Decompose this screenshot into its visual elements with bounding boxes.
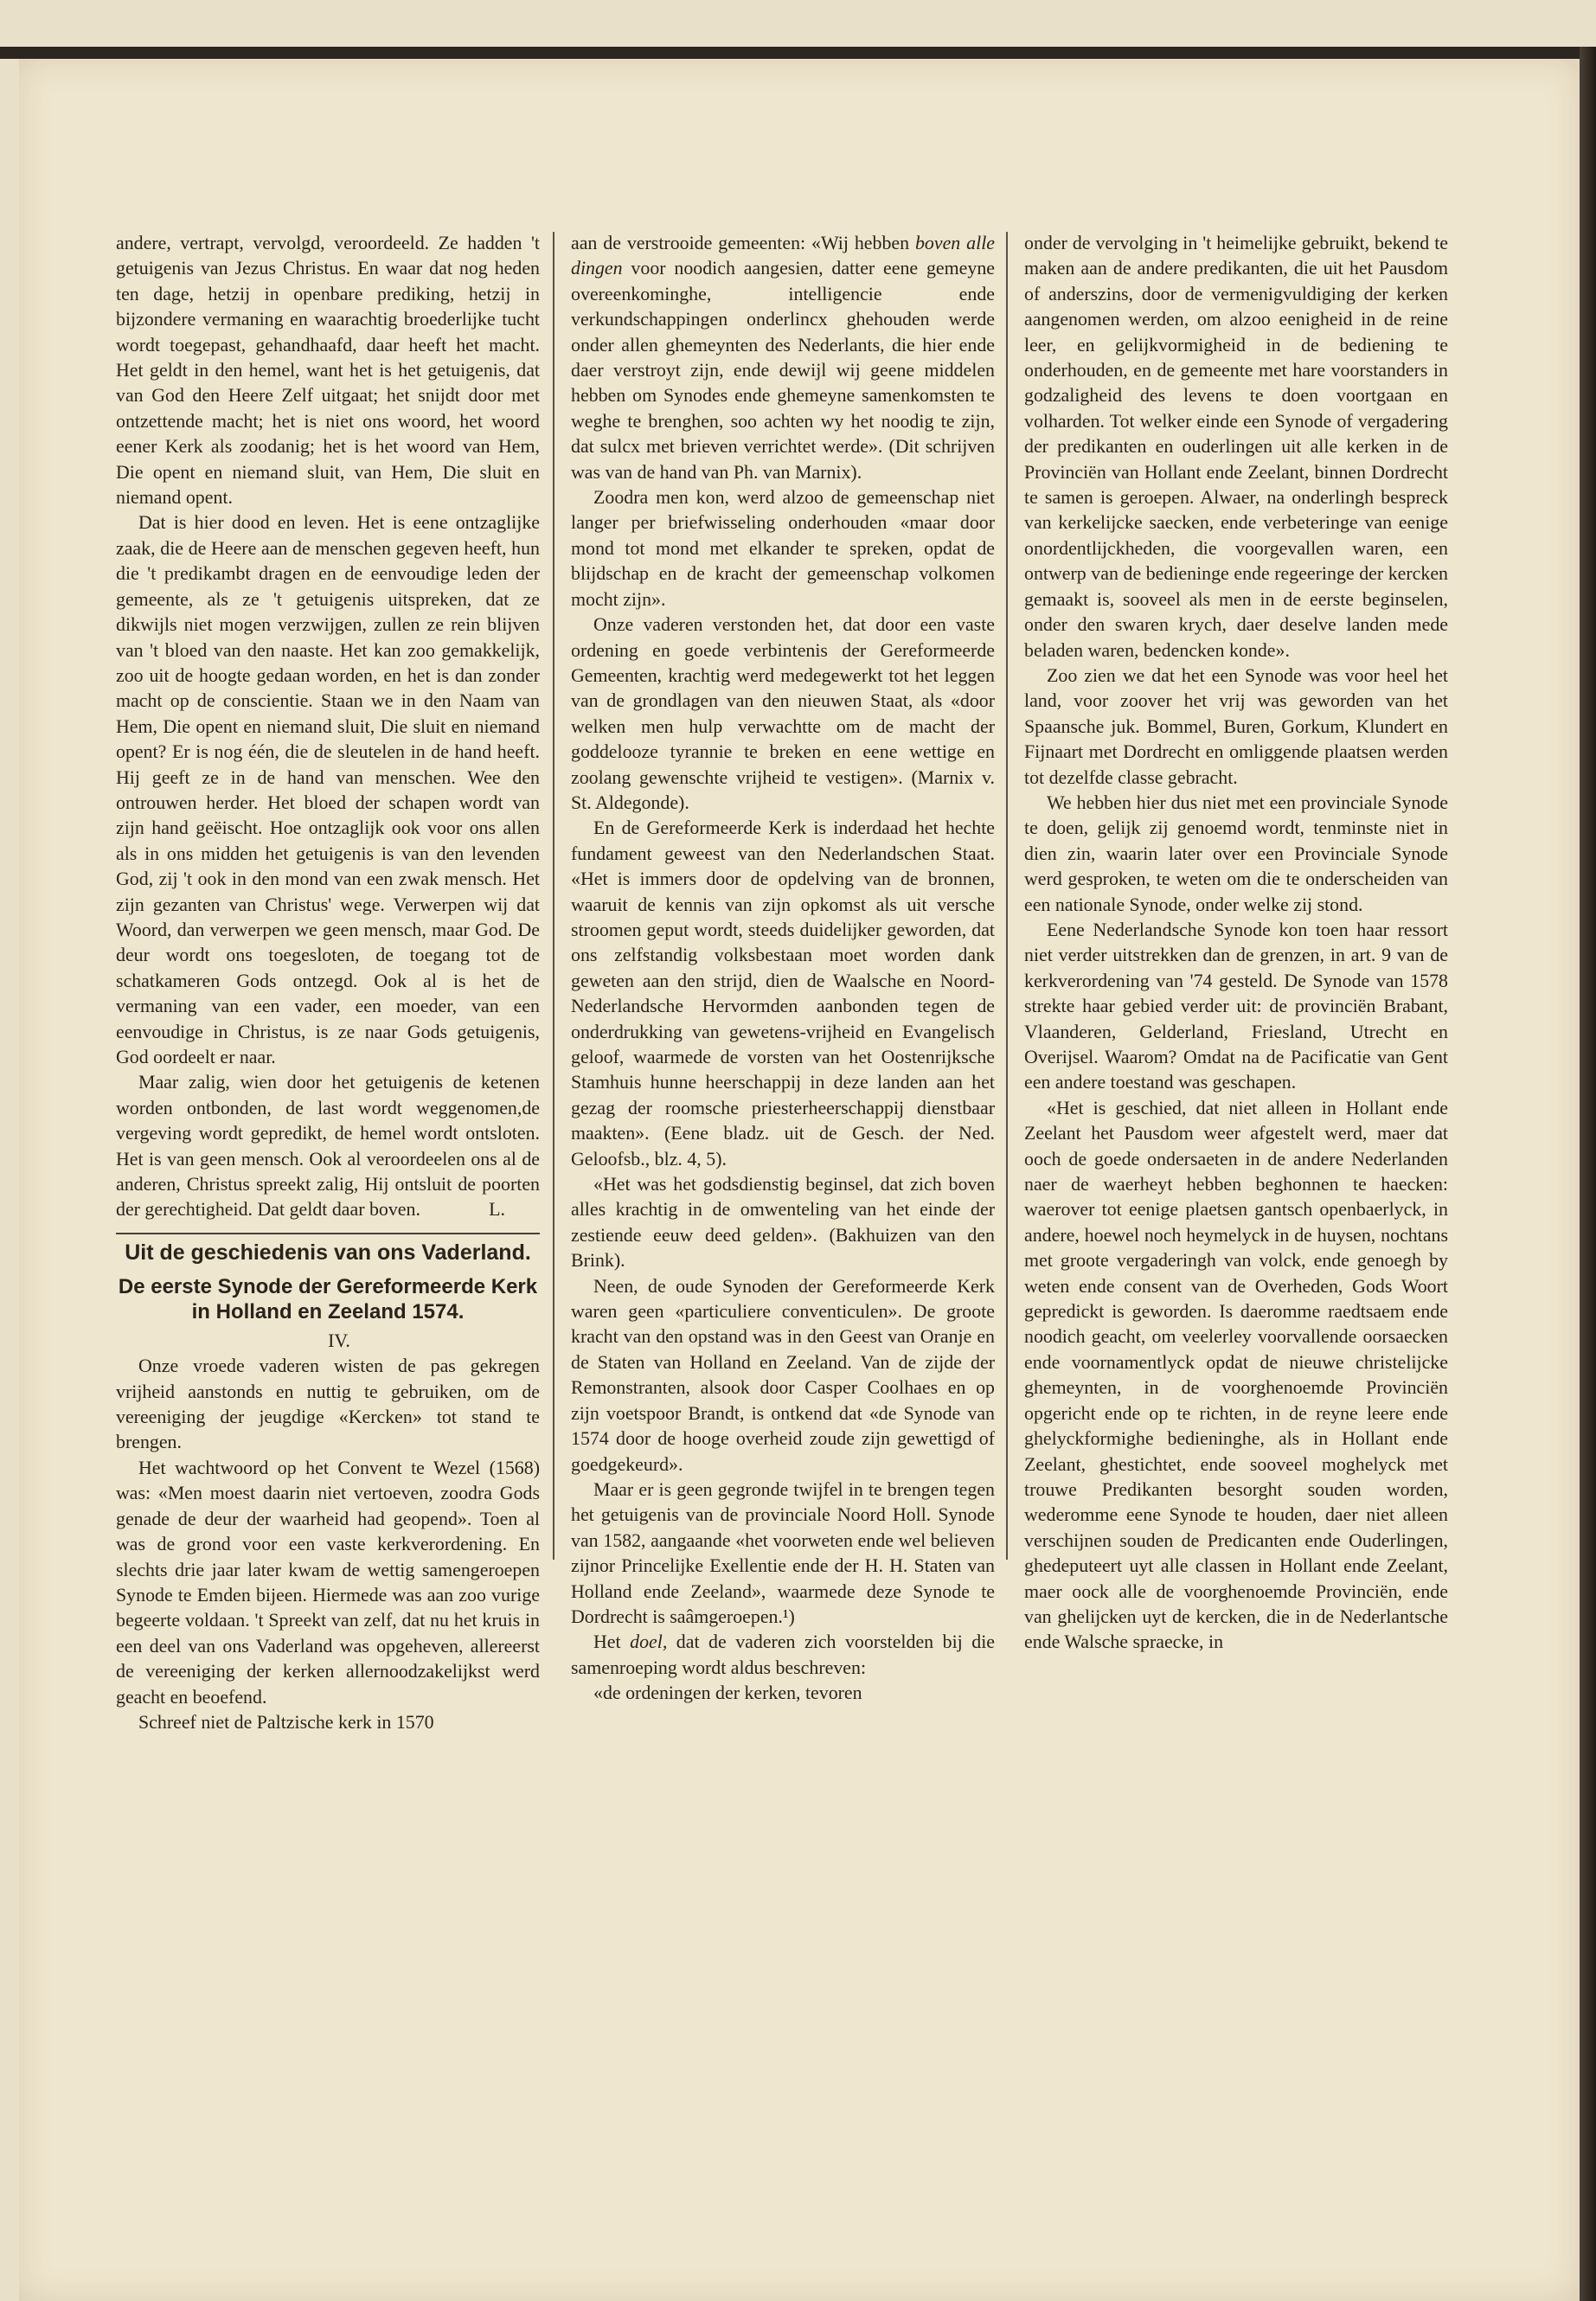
paragraph: Het wachtwoord op het Convent te Wezel (1568) was: «Men moest daarin niet vertoeven, zoodra Gods genade de deur der waarheid had geopend». Toen al was de grond voor een vaste kerkverordening. En slechts drie jaar later kwam de wettig samengeroepen Synode te Emden bijeen. Hiermede was aan zoo vurige begeerte voldaan. 't Spreekt van zelf, dat nu het kruis in een deel van ons Vaderland was opgeheven, allereerst de vereeniging der kerken allernoodzakelijkst werd geacht en beoefend. bbox=[116, 1456, 540, 1708]
text-column-2 bbox=[571, 230, 995, 1706]
paragraph: «de ordeningen der kerken, tevoren bbox=[593, 1682, 862, 1704]
paragraph: Maar zalig, wien door het getuigenis de ketenen worden ontbonden, de last wordt weggenomen,de vergeving wordt gepredikt, de hemel wordt ontsloten. Het is van geen mensch. Ook al veroordeelen ons al de anderen, Christus spreekt zalig, Hij ontsluit de poorten der gerechtigheid. Dat geldt daar boven. bbox=[116, 1071, 540, 1221]
section-divider bbox=[116, 1233, 540, 1234]
paragraph: We hebben hier dus niet met een provinciale Synode te doen, gelijk zij genoemd wordt, tenminste niet in dien zin, waarin later over een Provinciale Synode werd gesproken, te weten om die te onderscheiden van een nationale Synode, onder welke zij stond. bbox=[1024, 791, 1448, 915]
paragraph: Onze vaderen verstonden het, dat door een vaste ordening en goede verbintenis der Gereformeerde Gemeenten, krachtig werd medegewerkt tot het leggen van de grondlagen van den nieuwen Staat, als «door welken men hulp verwachtte om de macht der goddelooze tyrannie te breken en eene wettige en zoolang gewenschte vrijheid te vestigen». (Marnix v. St. Aldegonde). bbox=[571, 613, 995, 813]
paragraph: Zoodra men kon, werd alzoo de gemeenschap niet langer per briefwisseling onderhouden «maar door mond tot mond met elkander te spreken, opdat de blijdschap en de kracht der gemeenschap volkomen mocht zijn». bbox=[571, 486, 995, 610]
paragraph: aan de verstrooide gemeenten: «Wij hebben boven alle dingen voor noodich aangesien, datter eene gemeyne overeenkominghe, intelligencie ende verkundschappingen onderlincx ghehouden werde onder allen ghemeynten des Nederlants, die hier ende daer verstroyt zijn, ende dewijl wij geene middelen hebben om Synodes ende ghemeyne samenkomsten te weghe te brenghen, soo achten wy het noodig te zijn, dat sulcx met brieven verrichtet werde». (Dit schrijven was van de hand van Ph. van Marnix). bbox=[571, 232, 995, 483]
paragraph: «Het is geschied, dat niet alleen in Hollant ende Zeelant het Pausdom weer afgestelt werd, maer dat ooch de goede ondersaeten in de andere Nederlanden naer de waerheyt hebben beghonnen te haecken: waerover tot eenige plaetsen gantsch openbaerlyck, in andere, hoewel noch heymelyck in de huysen, nochtans met groote vergaderingh van volck, ende genoegh by weten ende consent van de Overheden, Gods Woort gepredickt is geworden. Is daeromme raedtsaem ende noodich geacht, om veelerley voorvallende oorsaecken ende voornamentlyck opdat de nieuwe christelijcke ghemeynten, in de voorghenoemde Provinciën opgericht ende op te richten, in de reyne leere ende ghelyckformighe bedieninghe, als in Hollant ende Zeelant, ghestichtet, ende sooveel moghelyck met trouwe Predikanten besorght souden worden, wederomme eene Synode te houden, daer niet alleen verschijnen souden de Predicanten ende Ouderlingen, ghedeputeert uyt alle classen in Hollant ende Zeelant, maer oock alle de voorghenoemde Provinciën, ende van ghelijcken uyt de kercken, die in de Nederlantsche ende Walsche spraecke, in bbox=[1024, 1096, 1448, 1653]
paragraph: Maar er is geen gegronde twijfel in te brengen tegen het getuigenis van de provinciale Noord Holl. Synode van 1582, aangaande «het voorweten ende wel believen zijnor Princelijke Exellentie ende der H. H. Staten van Holland ende Zeeland», waarmede deze Synode te Dordrecht is saâmgeroepen.¹) bbox=[571, 1477, 995, 1627]
paragraph: onder de vervolging in 't heimelijke gebruikt, bekend te maken aan de andere predikanten, die uit het Pausdom of anderszins, door de vermenigvuldiging der kerken aangenomen werden, om alzoo eenigheid in de reine leer, en gelijkvormigheid in de bediening te onderhouden, en de gemeente met hare voorstanders in godzaligheid des levens te doen voortgaan en volharden. Tot welker einde een Synode of vergadering der predikanten en ouderlingen uit alle kerken in de Provinciën van Hollant ende Zeelant, binnen Dordrecht te samen is geroepen. Alwaer, na onderlingh bespreck van kerkelijcke saecken, ende verbeteringe van eenige onordentlijckheden, die voorgevallen waren, een ontwerp van de bedieninge ende regeeringe der kercken gemaakt is, sooveel als men in de eerste beginselen, onder den swaren krych, daer deselve landen mede beladen waren, bedencken konde». bbox=[1024, 232, 1448, 661]
paragraph: Onze vroede vaderen wisten de pas gekregen vrijheid aanstonds en nuttig te gebruiken, om de vereeniging der jeugdige «Kercken» tot stand te brengen. bbox=[116, 1355, 540, 1453]
paragraph: andere, vertrapt, vervolgd, veroordeeld. Ze hadden 't getuigenis van Jezus Christus. En waar dat nog heden ten dage, hetzij in openbare prediking, hetzij in bijzondere vermaning en waarachtig broederlijke tucht wordt toegepast, gehandhaafd, daar heeft het macht. Het geldt in den hemel, want het is het getuigenis, dat van God den Heere Zelf uitgaat; het snijdt door met ontzettende macht; het is niet ons woord, het woord eener Kerk als zoodanig; het is het woord van Hem, Die opent en niemand sluit, van Hem, Die sluit en niemand opent. bbox=[116, 232, 540, 509]
scan-border-right bbox=[1580, 47, 1596, 2301]
paragraph: Het doel, dat de vaderen zich voorstelden bij die samenroeping wordt aldus beschreven: bbox=[571, 1631, 995, 1678]
part-numeral: IV. bbox=[328, 1329, 350, 1351]
paragraph: En de Gereformeerde Kerk is inderdaad het hechte fundament geweest van den Nederlandschen Staat. «Het is immers door de opdelving van de bronnen, waaruit de kennis van zijn opkomst als uit versche stroomen geput wordt, steeds duidelijker geworden, dat ons zelfstandig volksbestaan moet worden dank geweten aan den strijd, dien de Waalsche en Noord-Nederlandsche Hervormden aanbonden tegen de onderdrukking van gewetens-vrijheid en Evangelisch geloof, waarmede de vorsten van het Oostenrijksche Stamhuis hunne heerschappij in deze landen aan het gezag der roomsche priesterheerschappij dienstbaar maakten». (Eene bladz. uit de Gesch. der Ned. Geloofsb., blz. 4, 5). bbox=[571, 817, 995, 1170]
section-heading: Uit de geschiedenis van ons Vaderland. bbox=[125, 1240, 531, 1265]
newspaper-page bbox=[19, 59, 1580, 2301]
column-rule bbox=[1006, 232, 1008, 1560]
paragraph: «Het was het godsdienstig beginsel, dat zich boven alles krachtig in de omwenteling van het einde der zestiende eeuw deed gelden». (Bakhuizen van den Brink). bbox=[571, 1173, 995, 1272]
paragraph: Dat is hier dood en leven. Het is eene ontzaglijke zaak, die de Heere aan de menschen gegeven heeft, hun die 't predikambt dragen en de eenvoudige leden der gemeente, als ze 't getuigenis uitspreken, dat ze dikwijls niet mogen verzwijgen, zullen ze rein blijven van 't bloed van den naaste. Het kan zoo gemakkelijk, zoo uit de hoogte gedaan worden, en het is dan zonder macht op de conscientie. Staan we in den Naam van Hem, Die opent en niemand sluit, Die sluit en niemand opent? Er is nog één, die de sleutelen in de hand heeft. Hij geeft ze in de hand van menschen. Wee den ontrouwen herder. Het bloed der schapen wordt van zijn hand geëischt. Hoe ontzaglijk ook voor ons allen als in ons midden het getuigenis is van den levenden God, zij 't ook in den mond van een zwak mensch. Het zijn gezanten van Christus' wege. Verwerpen wij dat Woord, dan verwerpen we geen mensch, maar God. De deur wordt ons toegesloten, de toegang tot de schatkameren Gods ontzegd. Ook al is het de vermaning van een vader, een moeder, van een eenvoudige in Christus, is ze naar Gods getuigenis, God oordeelt er naar. bbox=[116, 511, 540, 1067]
scan-border-top bbox=[0, 47, 1596, 59]
paragraph: Zoo zien we dat het een Synode was voor heel het land, voor zoover het vrij was geworden van het Spaansche juk. Bommel, Buren, Gorkum, Klundert en Fijnaart met Dordrecht en omliggende plaatsen werden tot dezelfde classe gebracht. bbox=[1024, 663, 1448, 788]
text-column-1 bbox=[116, 230, 540, 1734]
paragraph: Neen, de oude Synoden der Gereformeerde Kerk waren geen «particuliere conventiculen». De groote kracht van den opstand was in den Geest van Oranje en de Staten van Holland en Zeeland. Van de zijde der Remonstranten, alsook door Casper Coolhaes en op zijn voetspoor Brandt, is ontkend dat «de Synode van 1574 door de hooge overheid zoude zijn gewettigd of goedgekeurd». bbox=[571, 1274, 995, 1475]
column-rule bbox=[553, 232, 554, 1560]
paragraph: Eene Nederlandsche Synode kon toen haar ressort niet verder uitstrekken dan de grenzen, in art. 9 van de kerkverordening van '74 gesteld. De Synode van 1578 strekte haar gebied verder uit: de provinciën Brabant, Vlaanderen, Gelderland, Friesland, Utrecht en Overijsel. Waarom? Omdat na de Pacificatie van Gent een andere toestand was geschapen. bbox=[1024, 918, 1448, 1093]
paragraph: Schreef niet de Paltzische kerk in 1570 bbox=[138, 1710, 434, 1733]
author-signature: L. bbox=[489, 1198, 505, 1221]
text-column-3 bbox=[1024, 230, 1448, 1655]
article-title: De eerste Synode der Gereformeerde Kerk in Holland en Zeeland 1574. bbox=[118, 1274, 538, 1324]
